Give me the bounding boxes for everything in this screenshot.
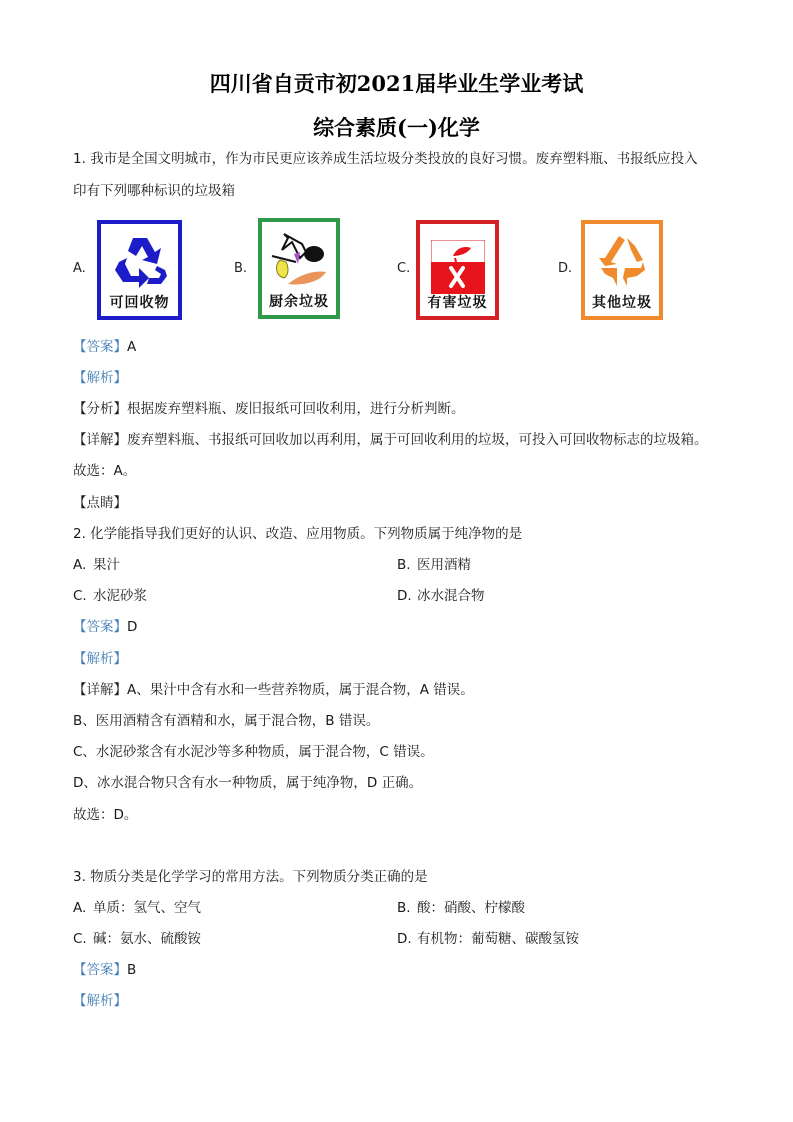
q3-analysis-tag: 【解析】: [73, 993, 127, 1009]
q3-stem: 3. 物质分类是化学学习的常用方法。下列物质分类正确的是: [73, 869, 428, 885]
other-waste-icon: [597, 234, 647, 288]
q2-option-c-text: 水泥砂浆: [93, 588, 147, 604]
q2-detail-line-4: D、冰水混合物只含有水一种物质，属于纯净物，D 正确。: [73, 775, 423, 791]
q1-fenxi-tag: 【分析】: [73, 401, 127, 417]
q3-option-b-text: 酸：硝酸、柠檬酸: [417, 900, 525, 916]
q1-option-b-label: B.: [234, 261, 248, 276]
q2-detail-line-3: C、水泥砂浆含有水泥沙等多种物质，属于混合物，C 错误。: [73, 744, 434, 760]
q1-stem-line2: 印有下列哪种标识的垃圾箱: [73, 183, 235, 199]
food-waste-icon: [266, 228, 332, 290]
q1-answer-value: A: [127, 339, 137, 355]
q2-option-b: [397, 556, 471, 574]
q1-option-c-caption: 有害垃圾: [427, 295, 488, 311]
q3-option-d: [397, 930, 579, 948]
q1-choose: 故选：A。: [73, 463, 137, 479]
q2-option-b-text: 医用酒精: [417, 557, 471, 573]
q1-answer-tag: 【答案】: [73, 339, 127, 355]
q1-option-a-label: A.: [73, 261, 86, 276]
q1-fenxi-text: 根据废弃塑料瓶、废旧报纸可回收利用，进行分析判断。: [127, 401, 465, 417]
page-subtitle: 综合素质(一)化学: [313, 115, 480, 140]
q3-option-c-text: 碱：氨水、硫酸铵: [93, 931, 201, 947]
q2-detail-line-1: [73, 681, 474, 699]
q2-option-c-letter: C.: [73, 588, 87, 604]
q2-answer-tag: 【答案】: [73, 619, 127, 635]
q2-detail-tag: 【详解】: [73, 682, 127, 698]
q3-option-d-letter: D.: [397, 931, 412, 947]
q3-answer-tag: 【答案】: [73, 962, 127, 978]
q3-option-a-letter: A.: [73, 900, 87, 916]
q1-answer: [73, 338, 136, 356]
q1-option-d-label: D.: [558, 261, 573, 276]
q1-analysis-tag: 【解析】: [73, 370, 127, 386]
q1-option-b-bin: [258, 218, 340, 319]
q2-analysis-tag: 【解析】: [73, 651, 127, 667]
q3-option-b: [397, 899, 525, 917]
hazardous-icon: [431, 240, 485, 294]
q3-option-a-text: 单质：氢气、空气: [93, 900, 201, 916]
q1-option-c-bin: [416, 220, 499, 320]
q2-option-a-text: 果汁: [93, 557, 120, 573]
q1-option-a-bin: [97, 220, 182, 320]
recycle-icon: [109, 234, 171, 292]
q1-dianjing-tag: 【点睛】: [73, 495, 127, 511]
q2-option-c: [73, 587, 147, 605]
q1-option-d-bin: [581, 220, 663, 320]
q2-choose: 故选：D。: [73, 807, 138, 823]
q1-detail-text: 废弃塑料瓶、书报纸可回收加以再利用，属于可回收利用的垃圾，可投入可回收物标志的垃圾箱。: [127, 432, 708, 448]
q1-detail-tag: 【详解】: [73, 432, 127, 448]
q1-option-d-caption: 其他垃圾: [592, 295, 652, 311]
q2-answer: [73, 618, 137, 636]
q1-option-a-caption: 可回收物: [109, 295, 170, 311]
q2-option-d-letter: D.: [397, 588, 412, 604]
q2-detail-text: A、果汁中含有水和一些营养物质，属于混合物，A 错误。: [127, 682, 474, 698]
q1-stem-line1: 1. 我市是全国文明城市，作为市民更应该养成生活垃圾分类投放的良好习惯。废弃塑料瓶、书报纸应投入: [73, 151, 698, 167]
q2-option-d-text: 冰水混合物: [417, 588, 485, 604]
q3-option-b-letter: B.: [397, 900, 411, 916]
q3-option-c-letter: C.: [73, 931, 87, 947]
q2-option-a-letter: A.: [73, 557, 87, 573]
q2-option-a: [73, 556, 120, 574]
q3-answer: [73, 961, 136, 979]
q2-option-b-letter: B.: [397, 557, 411, 573]
q1-fenxi: [73, 400, 465, 418]
q1-option-b-caption: 厨余垃圾: [269, 294, 329, 310]
q1-option-c-label: C.: [397, 261, 411, 276]
q2-detail-line-2: B、医用酒精含有酒精和水，属于混合物，B 错误。: [73, 713, 380, 729]
q3-option-c: [73, 930, 201, 948]
q2-option-d: [397, 587, 485, 605]
page-title: 四川省自贡市初2021届毕业生学业考试: [209, 71, 584, 96]
q1-detail: [73, 431, 708, 449]
q3-option-a: [73, 899, 201, 917]
q2-stem: 2. 化学能指导我们更好的认识、改造、应用物质。下列物质属于纯净物的是: [73, 526, 523, 542]
q3-answer-value: B: [127, 962, 137, 978]
q2-answer-value: D: [127, 619, 138, 635]
q3-option-d-text: 有机物：葡萄糖、碳酸氢铵: [417, 931, 579, 947]
